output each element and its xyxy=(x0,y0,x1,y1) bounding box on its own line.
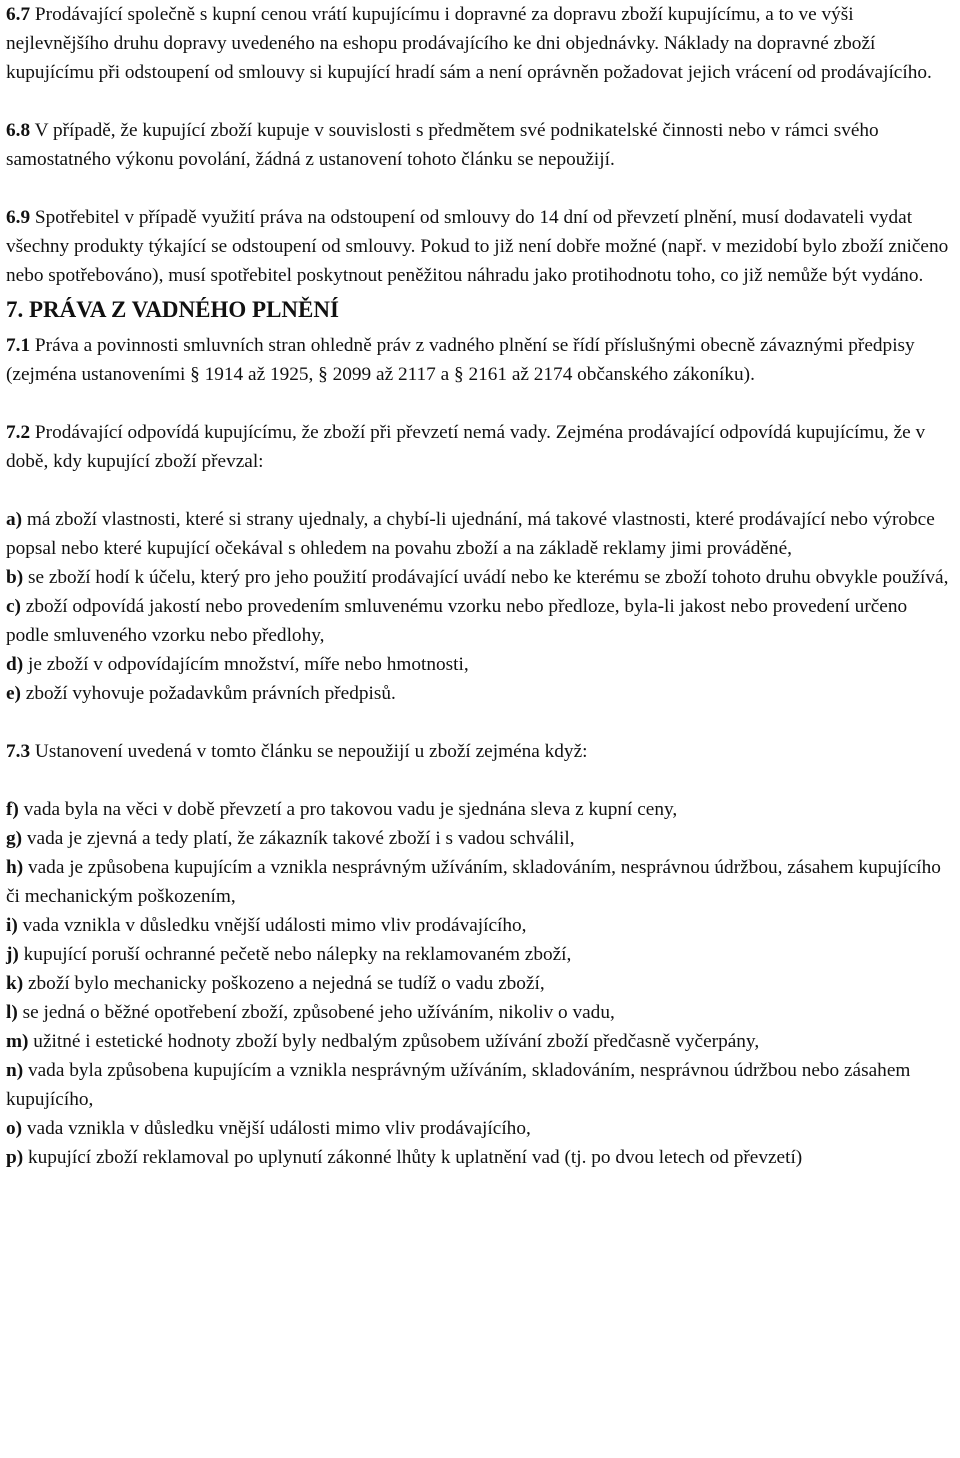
list-item-text: vada byla způsobena kupujícím a vznikla nesprávným užíváním, skladováním, nesprávnou údržbou nebo zásahem kupujícího, xyxy=(6,1060,911,1110)
spacer xyxy=(6,476,952,505)
list-item xyxy=(6,1027,952,1056)
list-item-letter: b) xyxy=(6,567,24,588)
list-item-letter: c) xyxy=(6,596,21,617)
list-item-text: zboží odpovídá jakostí nebo provedením smluvenému vzorku nebo předloze, byla-li jakost nebo provedení určeno podle smluveného vzorku nebo předlohy, xyxy=(6,596,908,646)
list-item-letter: m) xyxy=(6,1031,29,1052)
list-item-letter: n) xyxy=(6,1060,24,1081)
spacer xyxy=(6,389,952,418)
list-item-text: se jedná o běžné opotřebení zboží, způsobené jeho užíváním, nikoliv o vadu, xyxy=(17,1002,615,1023)
list-item-text: kupující poruší ochranné pečetě nebo nálepky na reklamovaném zboží, xyxy=(18,944,572,965)
list-item xyxy=(6,795,952,824)
list-item-text: zboží vyhovuje požadavkům právních předpisů. xyxy=(20,683,396,704)
paragraph-number: 6.9 xyxy=(6,207,31,228)
list-item-text: vada je zjevná a tedy platí, že zákazník takové zboží i s vadou schválil, xyxy=(22,828,575,849)
list-item xyxy=(6,998,952,1027)
paragraph-number: 7.2 xyxy=(6,422,31,443)
paragraph-7-2 xyxy=(6,418,952,476)
paragraph-text: Prodávající odpovídá kupujícímu, že zboží při převzetí nemá vady. Zejména prodávající odpovídá kupujícímu, že v době, kdy kupující zboží převzal: xyxy=(6,422,926,472)
list-item-letter: i) xyxy=(6,915,18,936)
list-item-text: vada vznikla v důsledku vnější události mimo vliv prodávajícího, xyxy=(17,915,527,936)
list-item xyxy=(6,911,952,940)
paragraph-text: Práva a povinnosti smluvních stran ohledně práv z vadného plnění se řídí příslušnými obecně závaznými předpisy (zejména ustanoveními § 1914 až 1925, § 2099 až 2117 a § 2161 až 2174 občanského zákoníku). xyxy=(6,335,915,385)
list-item xyxy=(6,969,952,998)
spacer xyxy=(6,708,952,737)
list-item xyxy=(6,1056,952,1114)
spacer xyxy=(6,87,952,116)
list-item-text: zboží bylo mechanicky poškozeno a nejedná se tudíž o vadu zboží, xyxy=(23,973,545,994)
spacer xyxy=(6,174,952,203)
list-item xyxy=(6,592,952,650)
list-item-text: užitné i estetické hodnoty zboží byly nedbalým způsobem užívání zboží předčasně vyčerpány, xyxy=(28,1031,760,1052)
paragraph-number: 7.3 xyxy=(6,741,31,762)
list-item-text: má zboží vlastnosti, které si strany ujednaly, a chybí-li ujednání, má takové vlastnosti, které prodávající nebo výrobce popsal nebo které kupující očekával s ohledem na povahu zboží a na základě reklamy jimi prováděné, xyxy=(6,509,935,559)
list-item-letter: h) xyxy=(6,857,24,878)
paragraph-6-8 xyxy=(6,116,952,174)
paragraph-6-9 xyxy=(6,203,952,290)
list-item-letter: g) xyxy=(6,828,23,849)
list-item xyxy=(6,679,952,708)
list-item-text: vada byla na věci v době převzetí a pro takovou vadu je sjednána sleva z kupní ceny, xyxy=(18,799,678,820)
list-item xyxy=(6,940,952,969)
list-item-letter: e) xyxy=(6,683,21,704)
list-item-letter: a) xyxy=(6,509,23,530)
paragraph-7-1 xyxy=(6,331,952,389)
paragraph-6-7 xyxy=(6,0,952,87)
spacer xyxy=(6,766,952,795)
section-heading-7: 7. PRÁVA Z VADNÉHO PLNĚNÍ xyxy=(6,297,339,322)
paragraph-text: Prodávající společně s kupní cenou vrátí kupujícímu i dopravné za dopravu zboží kupujícímu, a to ve výši nejlevnějšího druhu dopravy uvedeného na eshopu prodávajícího ke dni objednávky. Náklady na dopravné zboží kupujícímu při odstoupení od smlouvy si kupující hradí sám a není oprávněn požadovat jejich vrácení od prodávajícího. xyxy=(6,4,932,83)
list-item xyxy=(6,1143,952,1172)
list-item xyxy=(6,505,952,563)
paragraph-number: 6.7 xyxy=(6,4,31,25)
list-item xyxy=(6,563,952,592)
paragraph-text: V případě, že kupující zboží kupuje v souvislosti s předmětem své podnikatelské činnosti nebo v rámci svého samostatného výkonu povolání, žádná z ustanovení tohoto článku se nepoužijí. xyxy=(6,120,879,170)
paragraph-text: Spotřebitel v případě využití práva na odstoupení od smlouvy do 14 dní od převzetí plnění, musí dodavateli vydat všechny produkty týkající se odstoupení od smlouvy. Pokud to již není dobře možné (např. v mezidobí bylo zboží zničeno nebo spotřebováno), musí spotřebitel poskytnout peněžitou náhradu jako protihodnotu toho, co již nemůže být vydáno. xyxy=(6,207,949,286)
list-item-letter: l) xyxy=(6,1002,18,1023)
list-item-text: se zboží hodí k účelu, který pro jeho použití prodávající uvádí nebo ke kterému se zboží tohoto druhu obvykle používá, xyxy=(23,567,949,588)
list-item-text: vada vznikla v důsledku vnější události mimo vliv prodávajícího, xyxy=(22,1118,531,1139)
list-item-letter: f) xyxy=(6,799,19,820)
list-item-letter: o) xyxy=(6,1118,23,1139)
list-item-letter: d) xyxy=(6,654,24,675)
list-7-2 xyxy=(6,505,952,708)
list-item xyxy=(6,650,952,679)
paragraph-number: 7.1 xyxy=(6,335,31,356)
list-item xyxy=(6,824,952,853)
paragraph-7-3 xyxy=(6,737,952,766)
list-item-text: vada je způsobena kupujícím a vznikla nesprávným užíváním, skladováním, nesprávnou údržbou, zásahem kupujícího či mechanickým poškozením, xyxy=(6,857,941,907)
list-item xyxy=(6,1114,952,1143)
list-item-text: je zboží v odpovídajícím množství, míře nebo hmotnosti, xyxy=(23,654,469,675)
paragraph-number: 6.8 xyxy=(6,120,31,141)
list-7-3 xyxy=(6,795,952,1172)
list-item-letter: j) xyxy=(6,944,19,965)
paragraph-text: Ustanovení uvedená v tomto článku se nepoužijí u zboží zejména když: xyxy=(30,741,588,762)
list-item xyxy=(6,853,952,911)
list-item-text: kupující zboží reklamoval po uplynutí zákonné lhůty k uplatnění vad (tj. po dvou letech od převzetí) xyxy=(23,1147,803,1168)
list-item-letter: p) xyxy=(6,1147,24,1168)
list-item-letter: k) xyxy=(6,973,24,994)
